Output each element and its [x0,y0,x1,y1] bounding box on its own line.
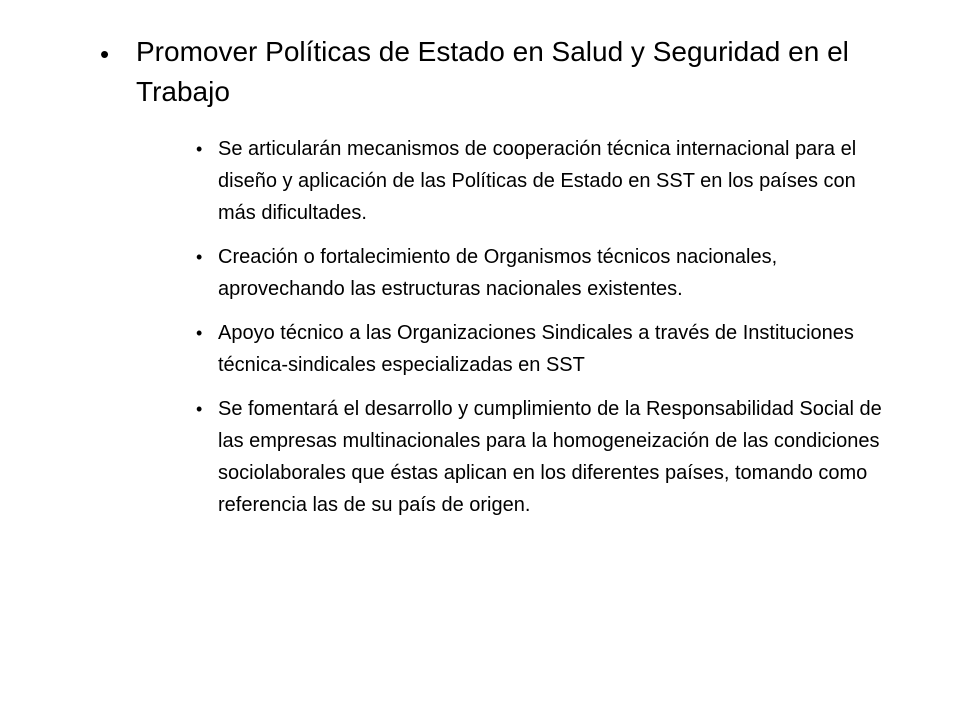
bullet-icon: • [100,39,110,69]
sub-bullet-text: Creación o fortalecimiento de Organismos técnicos nacionales, aprovechando las estructuras nacionales existentes. [218,246,778,300]
sub-bullet-text: Se fomentará el desarrollo y cumplimiento de la Responsabilidad Social de las empresas multinacionales para la homogeneización de las condiciones sociolaborales que éstas aplican en los diferentes países, tomando como referencia las de su país de origen. [218,398,882,516]
main-bullet-item [100,32,880,112]
bullet-icon: • [196,139,203,159]
sub-bullet-item [196,317,896,381]
sub-bullet-list [196,133,896,533]
bullet-icon: • [196,399,203,419]
sub-bullet-item [196,241,896,305]
sub-bullet-text: Se articularán mecanismos de cooperación técnica internacional para el diseño y aplicación de las Políticas de Estado en SST en los países con más dificultades. [218,138,857,224]
main-bullet-text: Promover Políticas de Estado en Salud y Seguridad en el Trabajo [136,36,849,107]
bullet-icon: • [196,247,203,267]
sub-bullet-item [196,133,896,229]
sub-bullet-item [196,393,896,521]
sub-bullet-text: Apoyo técnico a las Organizaciones Sindicales a través de Instituciones técnica-sindicales especializadas en SST [218,322,854,376]
bullet-icon: • [196,323,203,343]
